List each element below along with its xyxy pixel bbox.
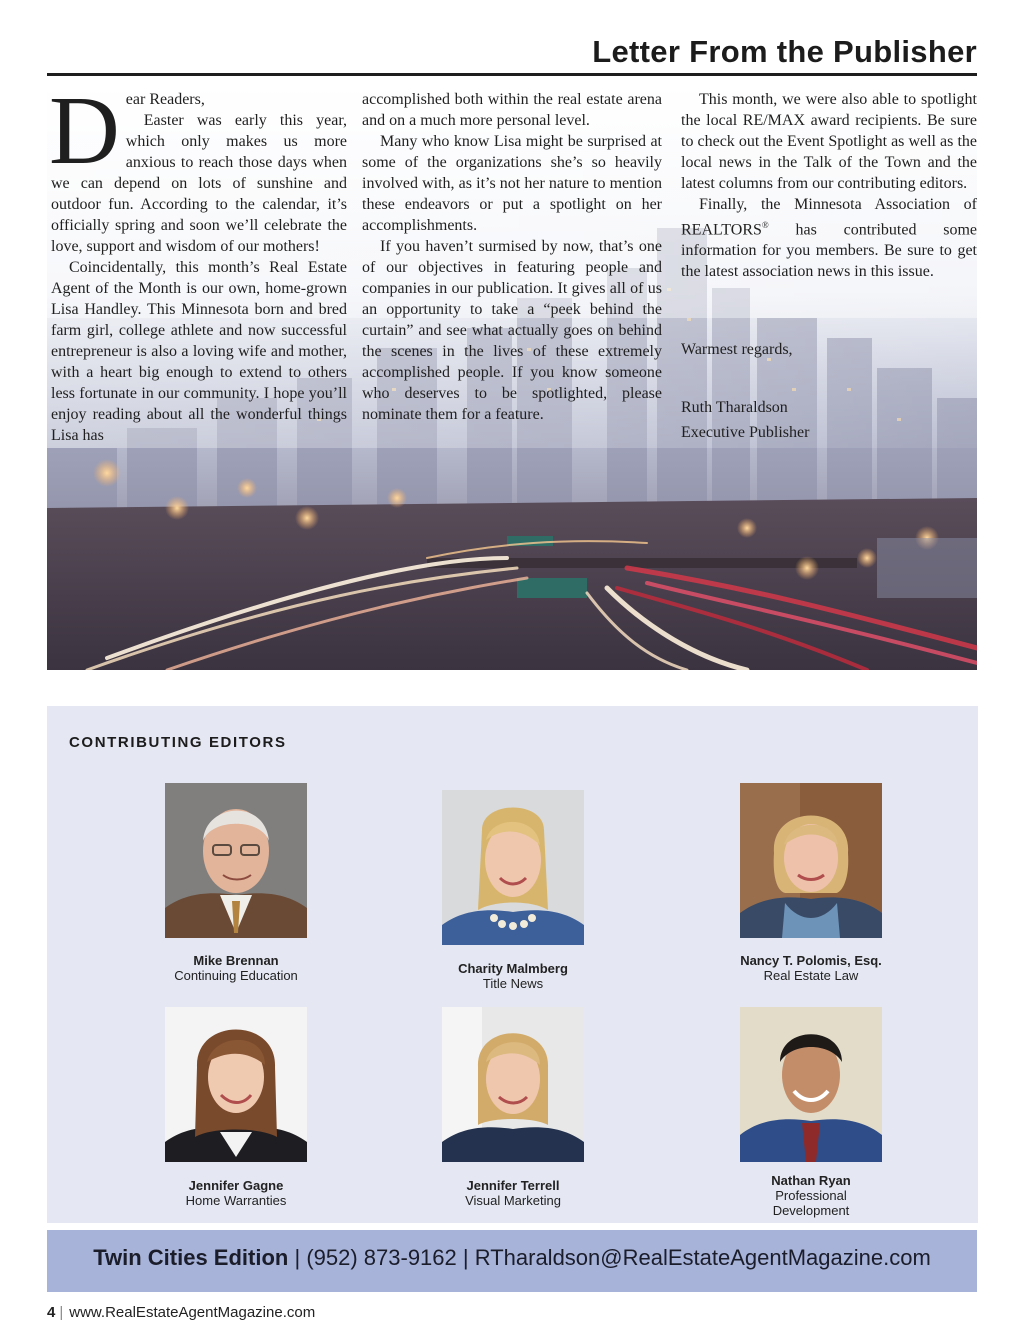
paragraph: This month, we were also able to spotlight the local RE/MAX award recipients. Be sure to check out the Event Spotlight as well as the local news in the Talk of the Town and the latest columns from our contributing editors. [681, 91, 977, 192]
page-title: Letter From the Publisher [592, 34, 977, 69]
editor-name: Mike Brennan [193, 953, 279, 968]
editor-caption [136, 1178, 336, 1208]
editor-role: Continuing Education [174, 968, 298, 983]
editor-caption [711, 1173, 911, 1218]
letter-column-2 [362, 89, 662, 425]
page-footer [47, 1304, 315, 1321]
page-divider: | [59, 1304, 64, 1321]
editor-photo-nathan-ryan [740, 1007, 882, 1162]
registered-mark: ® [761, 220, 769, 230]
editor-photo-mike-brennan [165, 783, 307, 938]
editor-name: Nancy T. Polomis, Esq. [740, 953, 882, 968]
signer-title: Executive Publisher [681, 424, 810, 441]
edition-name: Twin Cities Edition [93, 1245, 289, 1270]
editor-name: Jennifer Terrell [466, 1178, 560, 1193]
paragraph: Coincidentally, this month’s Real Estate Agent of the Month is our own, home-grown Lisa Handley. This Minnesota born and bred farm girl, college athlete and now successful entrepreneur is also a loving wife and mother, with a heart big enough to extend to others less fortunate in our community. I hope you’ll enjoy reading about all the wonderful things Lisa has [51, 259, 347, 444]
paragraph-text: has contributed some information for you members. Be sure to get the latest association news in this issue. [681, 221, 977, 281]
letter-column-3 [681, 89, 977, 282]
editor-caption [711, 953, 911, 983]
phone-number: (952) 873-9162 [306, 1245, 457, 1270]
editor-photo-charity-malmberg [442, 790, 584, 945]
contributing-editors-heading: CONTRIBUTING EDITORS [69, 734, 287, 751]
editor-role: Development [772, 1203, 850, 1218]
dropcap: D [49, 77, 120, 185]
separator: | [456, 1245, 475, 1270]
editor-role: Visual Marketing [465, 1193, 561, 1208]
editor-photo-jennifer-gagne [165, 1007, 307, 1162]
editor-caption [413, 1178, 613, 1208]
editor-photo-nancy-polomis [740, 783, 882, 938]
editor-caption [136, 953, 336, 983]
letter-column-1 [49, 77, 347, 446]
editor-photo-jennifer-terrell [442, 1007, 584, 1162]
closing: Warmest regards, [681, 341, 793, 358]
editor-role: Home Warranties [185, 1193, 287, 1208]
website-link[interactable]: www.RealEstateAgentMagazine.com [69, 1304, 316, 1321]
paragraph-text: Finally, the Minnesota Association of REALTORS [681, 196, 977, 239]
separator: | [288, 1245, 307, 1270]
editor-name: Jennifer Gagne [188, 1178, 284, 1193]
editor-name: Nathan Ryan [771, 1173, 851, 1188]
editor-role: Professional [775, 1188, 847, 1203]
editor-role: Title News [482, 976, 544, 991]
header-rule [47, 73, 977, 76]
email-address[interactable]: RTharaldson@RealEstateAgentMagazine.com [474, 1245, 931, 1270]
edition-contact-line [47, 1245, 977, 1271]
editor-caption [413, 961, 613, 991]
paragraph: accomplished both within the real estate arena and on a much more personal level. [362, 91, 662, 129]
signer-name: Ruth Tharaldson [681, 399, 788, 416]
paragraph: If you haven’t surmised by now, that’s one of our objectives in featuring people and companies in our publication. It gives all of us an opportunity to take a “peek behind the curtain” and see what actually goes on behind the scenes in the lives of these extremely accomplished people. If you know someone who deserves to be spotlighted, please nominate them for a feature. [362, 238, 662, 423]
paragraph: Easter was early this year, which only makes us more anxious to reach those days when we can depend on lots of sunshine and outdoor fun. According to the calendar, it’s officially spring and soon we’ll celebrate the love, support and wisdom of our mothers! [51, 112, 347, 255]
editor-name: Charity Malmberg [458, 961, 568, 976]
page-number: 4 [47, 1304, 56, 1321]
edition-contact-band [47, 1230, 977, 1292]
salutation: ear Readers, [125, 91, 205, 108]
editor-role: Real Estate Law [763, 968, 859, 983]
paragraph: Many who know Lisa might be surprised at some of the organizations she’s so heavily involved with, as it’s not her nature to mention these endeavors or put a spotlight on her accomplishments. [362, 133, 662, 234]
paragraph [681, 194, 977, 282]
